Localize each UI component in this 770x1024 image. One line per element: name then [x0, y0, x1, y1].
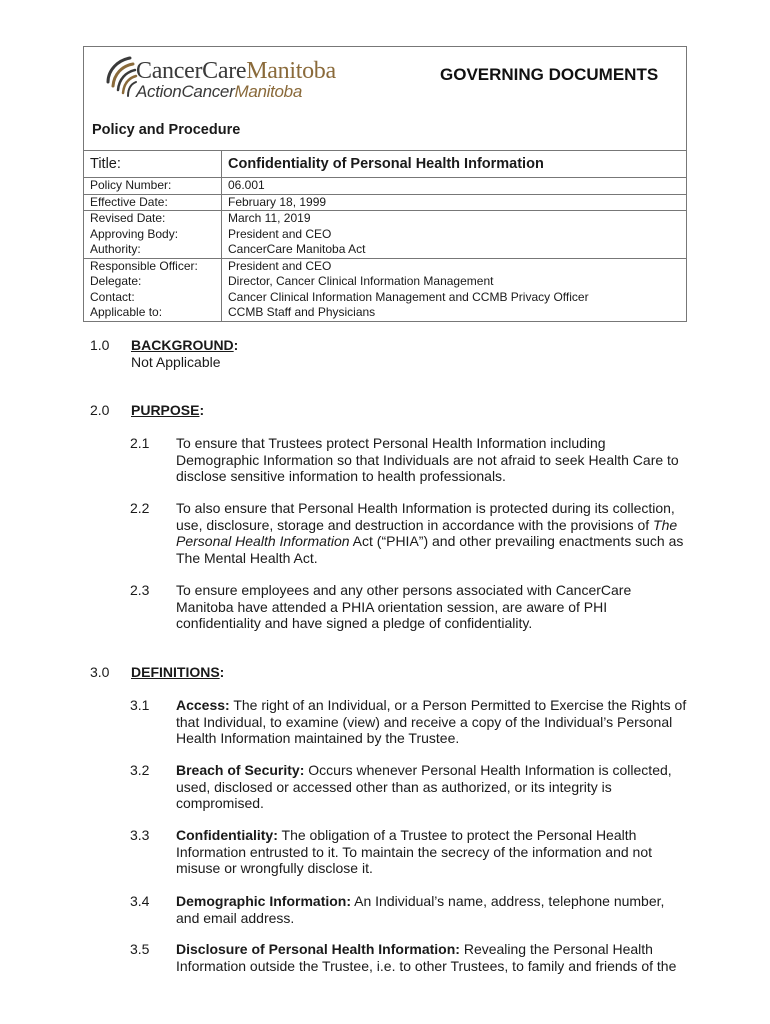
policy-subtitle: Policy and Procedure: [92, 122, 241, 138]
meta-label: Delegate:: [84, 274, 222, 290]
title-value: Confidentiality of Personal Health Information: [222, 151, 687, 178]
meta-label: Authority:: [84, 242, 222, 258]
meta-value: 06.001: [222, 178, 687, 195]
meta-label: Approving Body:: [84, 227, 222, 243]
meta-label: Policy Number:: [84, 178, 222, 195]
item-number: 3.4: [130, 893, 150, 909]
meta-value: CancerCare Manitoba Act: [222, 242, 687, 258]
section-heading: BACKGROUND :: [131, 337, 238, 353]
meta-value: President and CEO: [222, 227, 687, 243]
definition-text: Breach of Security: Occurs whenever Personal Health Information is collected, used, disclosed or accessed other than as authorized, or its integrity is compromised.: [176, 762, 672, 811]
document-type-heading: GOVERNING DOCUMENTS: [440, 65, 659, 84]
meta-label: Contact:: [84, 290, 222, 306]
item-number: 3.3: [130, 827, 150, 843]
meta-label: Effective Date:: [84, 194, 222, 211]
meta-row: [84, 194, 687, 211]
meta-value: Director, Cancer Clinical Information Management: [222, 274, 687, 290]
item-number: 3.5: [130, 941, 150, 957]
item-number: 3.1: [130, 697, 150, 713]
logo-swirl-icon: [100, 52, 140, 104]
meta-value: Cancer Clinical Information Management and CCMB Privacy Officer: [222, 290, 687, 306]
meta-row: [84, 178, 687, 195]
policy-metadata-table: [83, 150, 687, 322]
meta-value: March 11, 2019: [222, 211, 687, 227]
section-heading: DEFINITIONS :: [131, 664, 224, 680]
meta-row: [84, 305, 687, 321]
meta-row: [84, 227, 687, 243]
section-number: 2.0: [90, 402, 110, 418]
definition-text: Demographic Information: An Individual’s name, address, telephone number, and email address.: [176, 893, 665, 926]
section-heading: PURPOSE :: [131, 402, 204, 418]
definition-text: Confidentiality: The obligation of a Trustee to protect the Personal Health Information entrusted to it. To maintain the secrecy of the information and not misuse or wrongfully disclose it.: [176, 827, 653, 876]
meta-value: CCMB Staff and Physicians: [222, 305, 687, 321]
logo-line-1: CancerCareManitoba: [136, 58, 336, 84]
meta-value: February 18, 1999: [222, 194, 687, 211]
definition-text: Access: The right of an Individual, or a Person Permitted to Exercise the Rights of that Individual, to examine (view) and receive a copy of the Individual’s Personal Health Information maintained by the Trustee.: [176, 697, 687, 746]
title-row: [84, 151, 687, 178]
title-label: Title:: [84, 151, 222, 178]
section-number: 3.0: [90, 664, 110, 680]
meta-row: [84, 211, 687, 227]
meta-value: President and CEO: [222, 258, 687, 274]
item-number: 2.3: [130, 582, 150, 598]
meta-label: Responsible Officer:: [84, 258, 222, 274]
section-number: 1.0: [90, 337, 110, 353]
item-text: To also ensure that Personal Health Information is protected during its collection, use, disclosure, storage and destruction in accordance with the provisions of The Personal Health Information Act (“PHIA”) and other prevailing enactments such as The Mental Health Act.: [176, 500, 684, 566]
meta-row: [84, 242, 687, 258]
meta-row: [84, 290, 687, 306]
definition-text: Disclosure of Personal Health Information: Revealing the Personal Health Information outside the Trustee, i.e. to other Trustees, to family and friends of the: [176, 941, 677, 974]
meta-row: [84, 274, 687, 290]
meta-label: Applicable to:: [84, 305, 222, 321]
meta-label: Revised Date:: [84, 211, 222, 227]
item-number: 2.2: [130, 500, 150, 516]
meta-row: [84, 258, 687, 274]
logo-line-2: ActionCancerManitoba: [136, 82, 302, 101]
item-number: 3.2: [130, 762, 150, 778]
item-text: To ensure employees and any other persons associated with CancerCare Manitoba have attended a PHIA orientation session, are aware of PHI confidentiality and have signed a pledge of confidentiality.: [176, 582, 632, 631]
item-text: To ensure that Trustees protect Personal Health Information including Demographic Information so that Individuals are not afraid to seek Health Care to disclose sensitive information to health professionals.: [176, 435, 679, 484]
section-body: Not Applicable: [131, 354, 221, 370]
item-number: 2.1: [130, 435, 150, 451]
